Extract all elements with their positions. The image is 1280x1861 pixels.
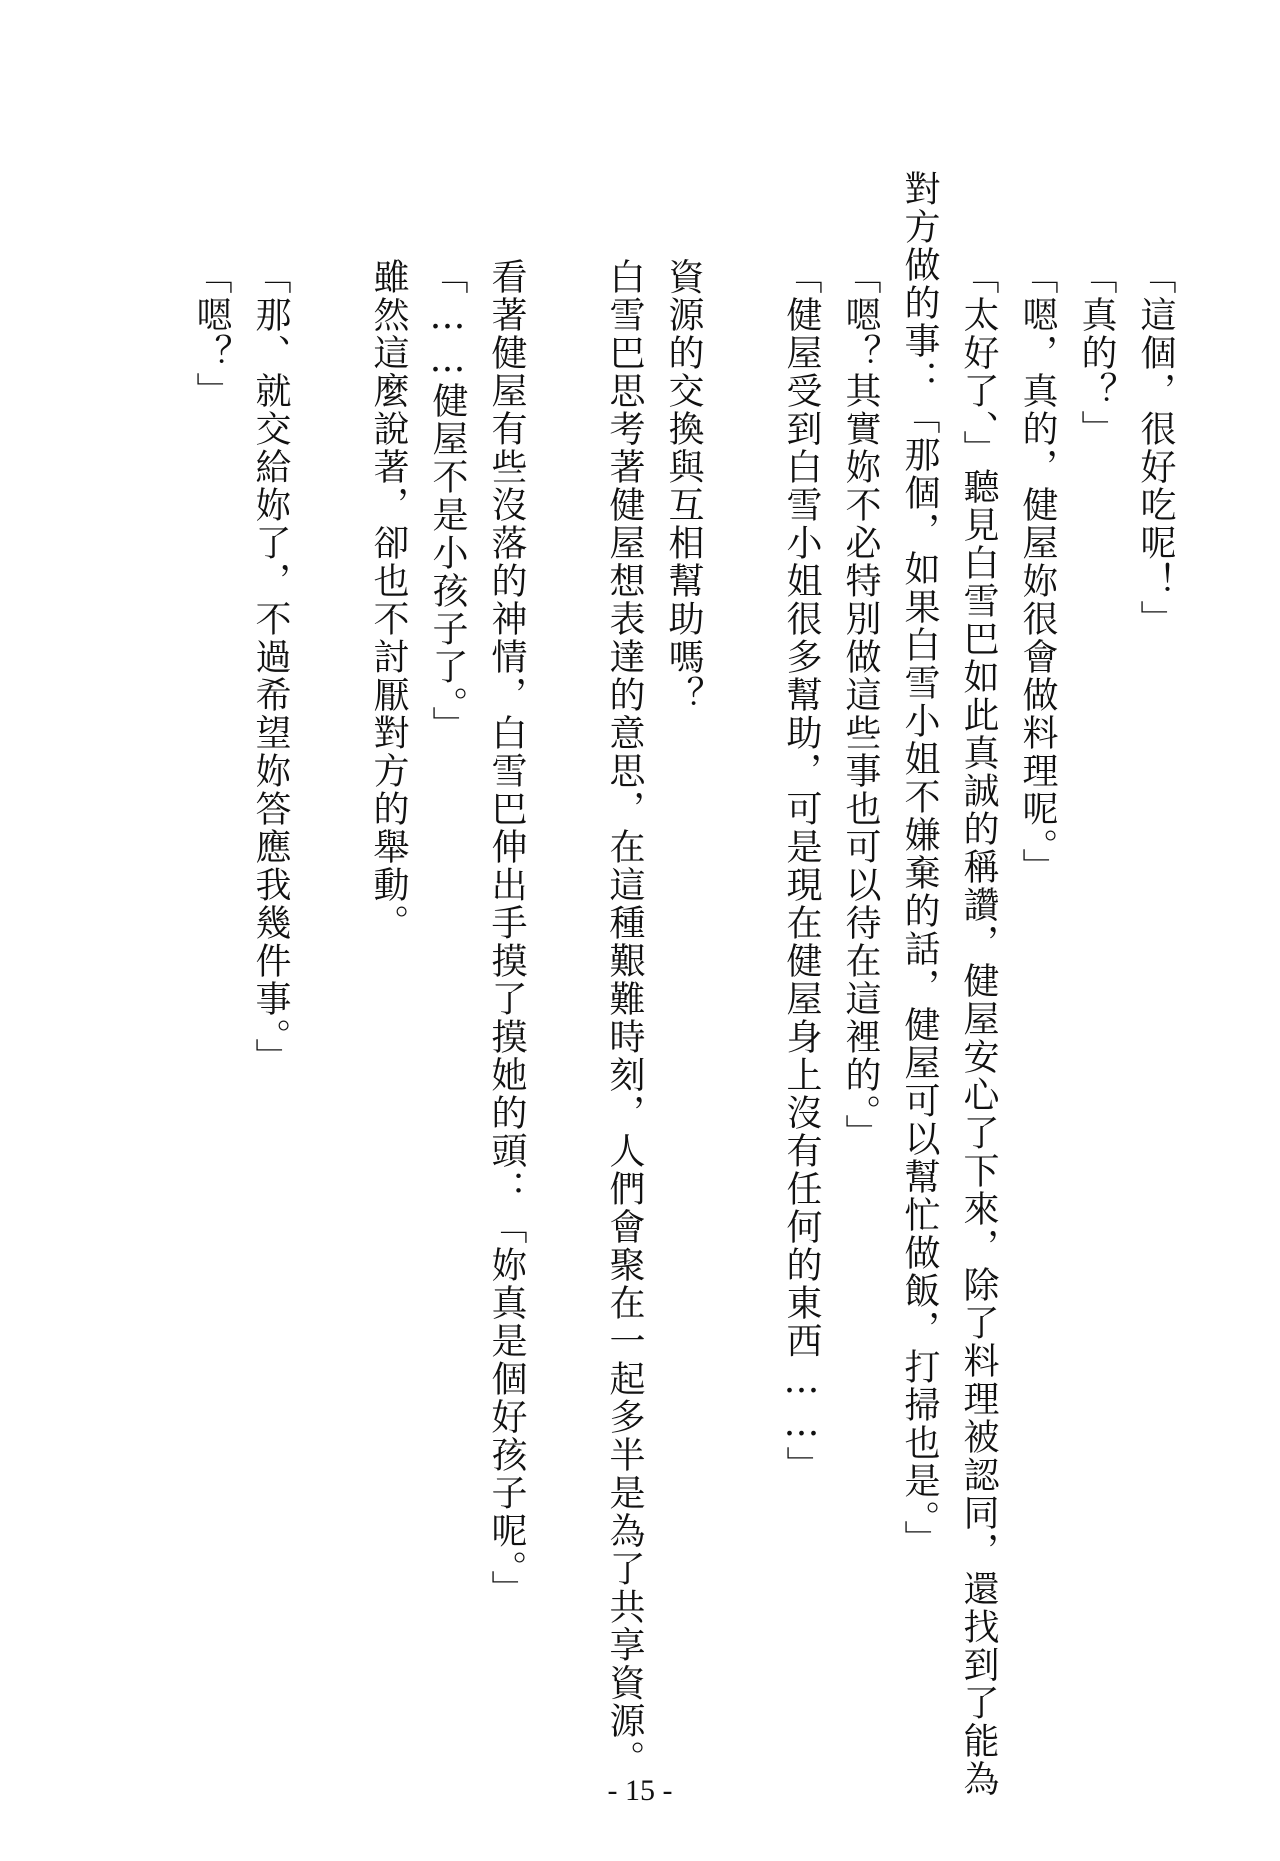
text-line: 對方做的事：「那個，如果白雪小姐不嫌棄的話，健屋可以幫忙做飯，打掃也是。」 <box>899 170 940 1558</box>
text-line: 「太好了、」聽見白雪巴如此真誠的稱讚，健屋安心了下來，除了料理被認同，還找到了能為 <box>958 258 999 1798</box>
text-line: 「……健屋不是小孩子了。」 <box>427 258 468 744</box>
text-line: 白雪巴思考著健屋想表達的意思，在這種艱難時刻，人們會聚在一起多半是為了共享資源。 <box>604 258 645 1778</box>
text-line: 資源的交換與互相幫助嗎？ <box>663 258 704 714</box>
text-line: 「這個，很好吃呢！」 <box>1135 258 1176 638</box>
text-line: 「嗯，真的，健屋妳很會做料理呢。」 <box>1017 258 1058 886</box>
text-line: 「嗯？其實妳不必特別做這些事也可以待在這裡的。」 <box>840 258 881 1152</box>
page-number: - 15 - <box>607 1774 673 1807</box>
text-line: 「健屋受到白雪小姐很多幫助，可是現在健屋身上沒有任何的東西……」 <box>781 258 822 1484</box>
text-line: 「真的？」 <box>1076 258 1117 448</box>
text-line: 雖然這麼說著，卻也不討厭對方的舉動。 <box>368 258 409 942</box>
text-line: 看著健屋有些沒落的神情，白雪巴伸出手摸了摸她的頭：「妳真是個好孩子呢。」 <box>486 258 527 1608</box>
text-line: 「嗯？」 <box>191 258 232 410</box>
text-line: 「那、就交給妳了，不過希望妳答應我幾件事。」 <box>250 258 291 1076</box>
